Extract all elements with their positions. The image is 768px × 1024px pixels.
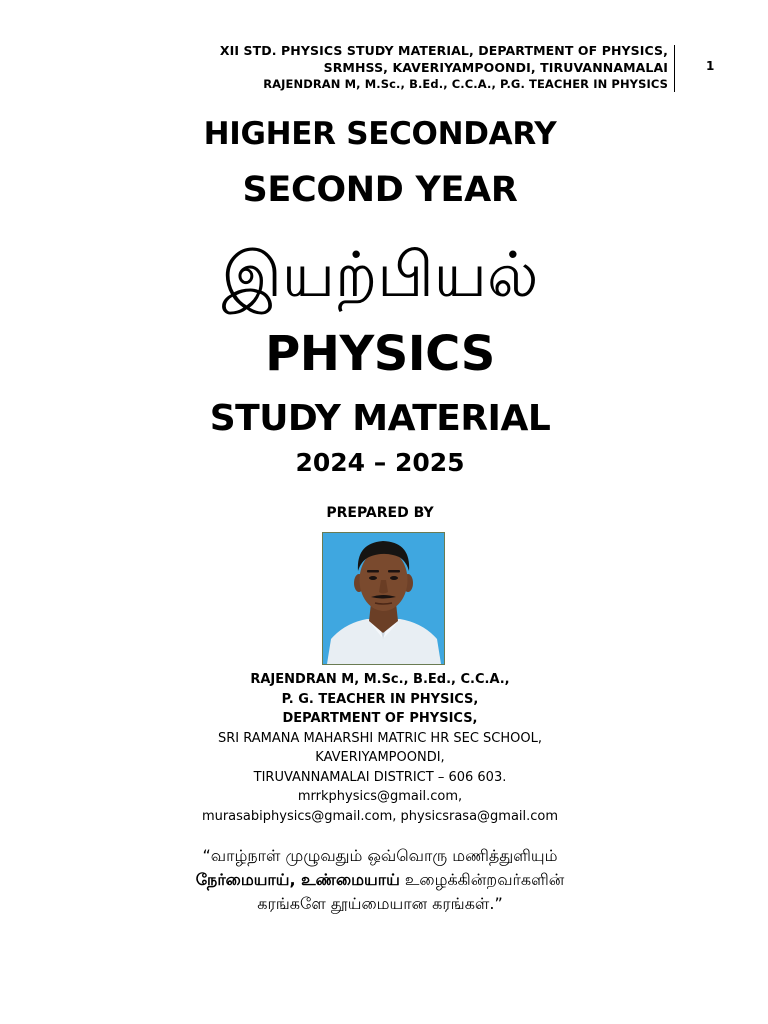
author-department: DEPARTMENT OF PHYSICS, xyxy=(282,711,478,726)
academic-year: 2024 – 2025 xyxy=(295,448,465,477)
quote-line-2-rest: உழைக்கின்றவர்களின் xyxy=(399,870,565,889)
quote-line-3: கரங்களே தூய்மையான கரங்கள்.” xyxy=(257,894,503,913)
author-role: P. G. TEACHER IN PHYSICS, xyxy=(281,691,479,707)
header-line-3: RAJENDRAN M, M.Sc., B.Ed., C.C.A., P.G. TEACHER IN PHYSICS xyxy=(263,77,668,91)
quote-line-2 xyxy=(0,868,760,892)
title-physics: PHYSICS xyxy=(265,326,495,382)
title-higher-secondary: HIGHER SECONDARY xyxy=(203,116,557,152)
school-town: KAVERIYAMPOONDI, xyxy=(315,750,445,765)
school-district: TIRUVANNAMALAI DISTRICT – 606 603. xyxy=(253,769,507,785)
header-line-1: XII STD. PHYSICS STUDY MATERIAL, DEPARTMENT OF PHYSICS, xyxy=(219,43,668,58)
quote-line-2-bold: நேர்மையாய், உண்மையாய் xyxy=(195,870,400,889)
page-header xyxy=(148,42,668,93)
school-name: SRI RAMANA MAHARSHI MATRIC HR SEC SCHOOL, xyxy=(218,730,542,746)
email-line-1: mrrkphysics@gmail.com, xyxy=(297,789,463,804)
author-details xyxy=(0,670,760,826)
prepared-by-label: PREPARED BY xyxy=(326,505,434,521)
author-name: RAJENDRAN M, M.Sc., B.Ed., C.C.A., xyxy=(250,672,510,687)
title-second-year: SECOND YEAR xyxy=(242,170,518,210)
title-study-material: STUDY MATERIAL xyxy=(209,398,551,439)
title-tamil-physics: இயற்பியல் xyxy=(221,238,539,311)
author-photo xyxy=(322,532,445,665)
header-line-2: SRMHSS, KAVERIYAMPOONDI, TIRUVANNAMALAI xyxy=(323,60,668,75)
tamil-quote xyxy=(0,844,760,916)
email-line-2: murasabiphysics@gmail.com, physicsrasa@gmail.com xyxy=(201,808,559,824)
header-divider xyxy=(674,45,675,92)
page-number: 1 xyxy=(706,59,715,73)
quote-line-1: “வாழ்நாள் முழுவதும் ஒவ்வொரு மணித்துளியும் xyxy=(202,846,558,865)
author-portrait-icon xyxy=(323,533,444,664)
